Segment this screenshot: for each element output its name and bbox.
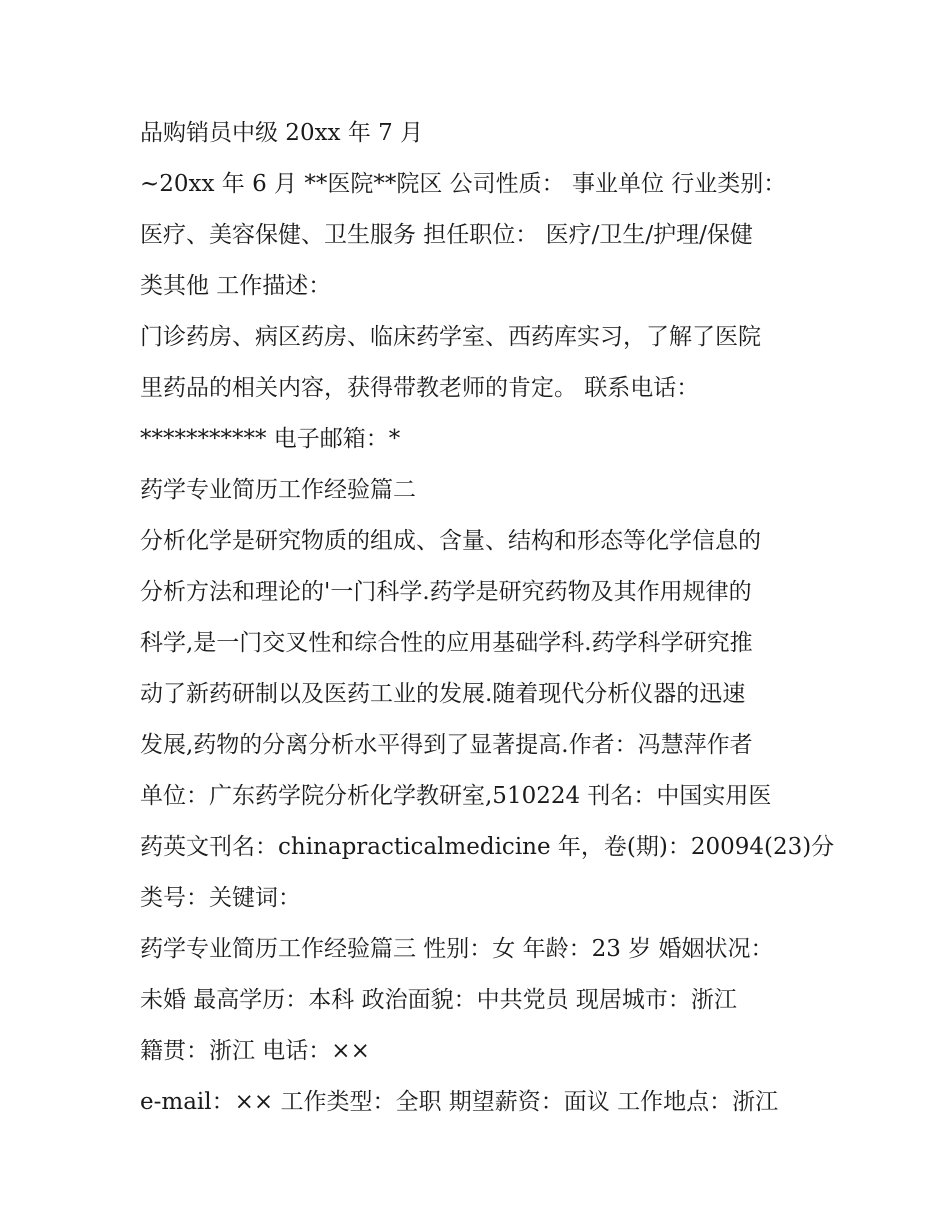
text-line: 类号：关键词：: [140, 885, 301, 911]
text-line: 药英文刊名：chinapracticalmedicine 年，卷(期)：20094(23)分: [140, 834, 835, 860]
text-line: 里药品的相关内容，获得带教老师的肯定。 联系电话：: [140, 375, 700, 401]
text-line: e-mail：×× 工作类型：全职 期望薪资：面议 工作地点：浙江: [140, 1089, 779, 1115]
text-line: ~20xx 年 6 月 **医院**院区 公司性质： 事业单位 行业类别：: [140, 171, 787, 197]
text-line: 籍贯：浙江 电话：××: [140, 1038, 370, 1064]
text-line: 分析化学是研究物质的组成、含量、结构和形态等化学信息的: [140, 528, 761, 554]
text-line: 单位：广东药学院分析化学教研室,510224 刊名：中国实用医: [140, 783, 772, 809]
text-line: 未婚 最高学历：本科 政治面貌：中共党员 现居城市：浙江: [140, 987, 737, 1013]
section-heading: 药学专业简历工作经验篇三 性别：女 年龄：23 岁 婚姻状况：: [140, 936, 774, 962]
text-line: *********** 电子邮箱：*: [140, 426, 401, 452]
text-line: 品购销员中级 20xx 年 7 月: [140, 120, 424, 146]
text-line: 门诊药房、病区药房、临床药学室、西药库实习，了解了医院: [140, 324, 761, 350]
text-line: 医疗、美容保健、卫生服务 担任职位： 医疗/卫生/护理/保健: [140, 222, 753, 248]
text-line: 分析方法和理论的'一门科学.药学是研究药物及其作用规律的: [140, 579, 752, 605]
text-line: 动了新药研制以及医药工业的发展.随着现代分析仪器的迅速: [140, 681, 746, 707]
section-heading: 药学专业简历工作经验篇二: [140, 477, 416, 503]
text-line: 发展,药物的分离分析水平得到了显著提高.作者：冯慧萍作者: [140, 732, 753, 758]
text-line: 类其他 工作描述：: [140, 273, 332, 299]
text-line: 科学,是一门交叉性和综合性的应用基础学科.药学科学研究推: [140, 630, 753, 656]
document-body: [140, 108, 835, 1128]
